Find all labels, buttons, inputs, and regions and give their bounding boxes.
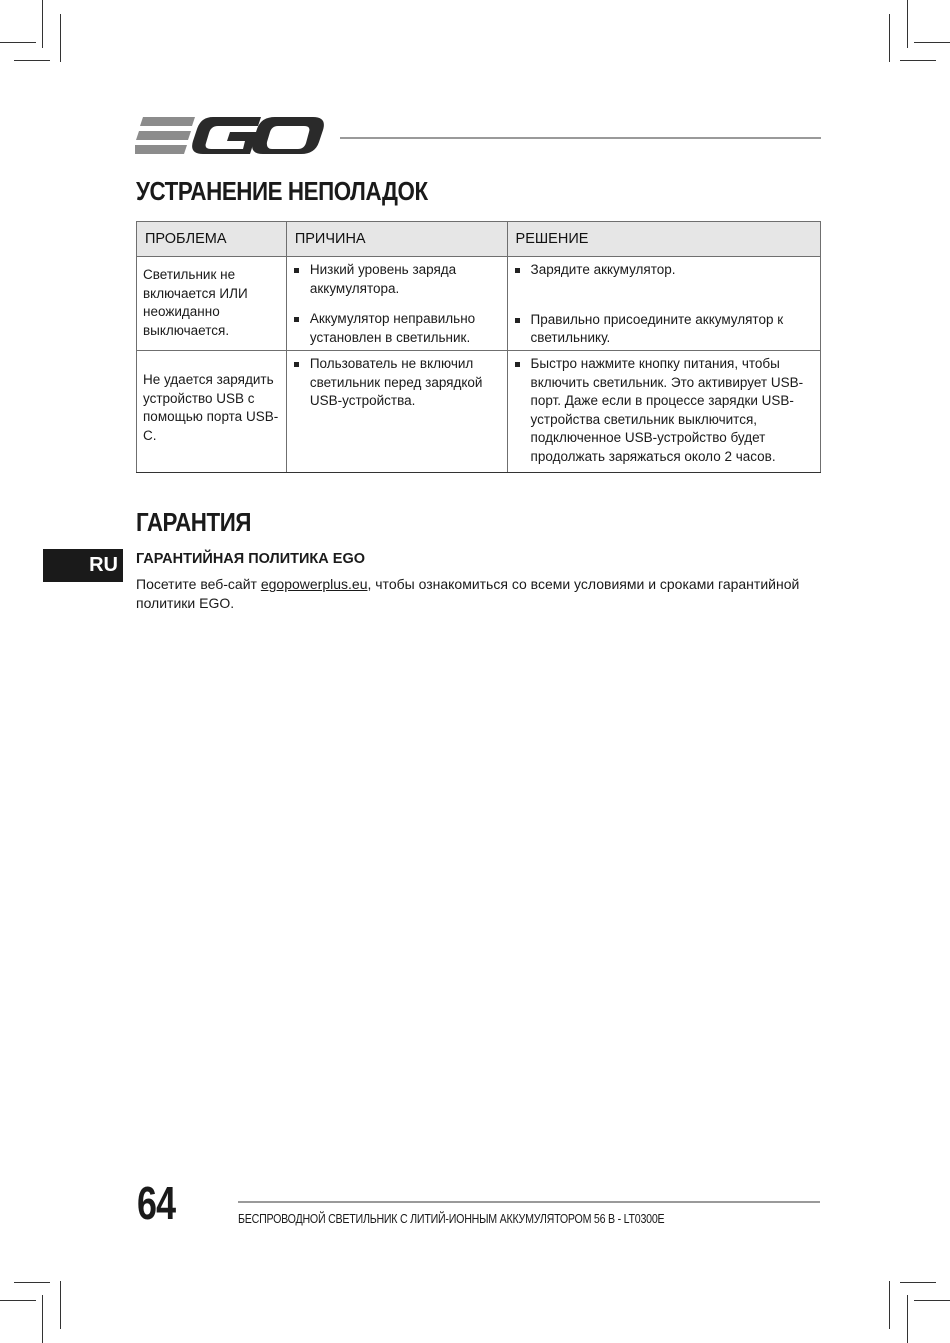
cause-item: Пользователь не включил светильник перед зарядкой USB-устройства. [293, 355, 501, 411]
bullet-square-icon [294, 362, 299, 367]
troubleshooting-table [136, 221, 821, 473]
footer-rule [238, 1201, 820, 1203]
bullet-square-icon [515, 362, 520, 367]
problem-cell [137, 351, 287, 473]
table-row [137, 351, 821, 473]
crop-mark [0, 42, 36, 43]
warranty-link[interactable]: egopowerplus.eu [260, 576, 368, 592]
problem-text: Не удается зарядить устройство USB с помощью порта USB-C. [143, 372, 279, 443]
bullet-square-icon [294, 317, 299, 322]
troubleshooting-title: УСТРАНЕНИЕ НЕПОЛАДОК [136, 176, 428, 206]
cause-item: Низкий уровень заряда аккумулятора. [293, 261, 501, 298]
language-tab: RU [43, 549, 123, 582]
crop-mark [42, 0, 43, 48]
solution-item: Зарядите аккумулятор. [514, 261, 814, 280]
bullet-square-icon [515, 318, 520, 323]
table-header-row [137, 222, 821, 257]
warranty-title: ГАРАНТИЯ [136, 507, 252, 537]
header-rule [340, 137, 821, 139]
warranty-subtitle: ГАРАНТИЙНАЯ ПОЛИТИКА EGO [136, 551, 366, 567]
footer-document-title: БЕСПРОВОДНОЙ СВЕТИЛЬНИК С ЛИТИЙ-ИОННЫМ АККУМУЛЯТОРОМ 56 В - LT0300E [238, 1211, 665, 1226]
page-number: 64 [137, 1177, 176, 1229]
solution-item: Быстро нажмите кнопку питания, чтобы включить светильник. Это активирует USB-порт. Даже если в процессе зарядки USB-устройства светильник выключится, подключенное USB-устройство будет продолжать заряжаться около 2 часов. [514, 355, 814, 466]
cause-cell [286, 257, 507, 351]
solution-cell [507, 257, 820, 351]
crop-mark [889, 1281, 890, 1329]
problem-cell [137, 257, 287, 351]
crop-mark [914, 42, 950, 43]
column-header-cause: ПРИЧИНА [286, 222, 507, 257]
crop-mark [900, 60, 936, 61]
crop-mark [60, 1281, 61, 1329]
crop-mark [14, 1282, 50, 1283]
bullet-square-icon [515, 268, 520, 273]
table-row [137, 257, 821, 351]
crop-mark [914, 1300, 950, 1301]
crop-mark [907, 1295, 908, 1343]
crop-mark [0, 1300, 36, 1301]
column-header-problem: ПРОБЛЕМА [137, 222, 287, 257]
crop-mark [900, 1282, 936, 1283]
column-header-solution: РЕШЕНИЕ [507, 222, 820, 257]
ego-logo [135, 113, 325, 161]
crop-mark [889, 14, 890, 62]
bullet-square-icon [294, 268, 299, 273]
crop-mark [907, 0, 908, 48]
cause-cell [286, 351, 507, 473]
solution-item: Правильно присоедините аккумулятор к светильнику. [514, 311, 814, 348]
solution-cell [507, 351, 820, 473]
crop-mark [60, 14, 61, 62]
warranty-paragraph: Посетите веб-сайт egopowerplus.eu, чтобы ознакомиться со всеми условиями и сроками гарантийной политики EGO. [136, 576, 800, 611]
crop-mark [14, 60, 50, 61]
cause-item: Аккумулятор неправильно установлен в светильник. [293, 310, 501, 347]
crop-mark [42, 1295, 43, 1343]
problem-text: Светильник не включается ИЛИ неожиданно выключается. [143, 267, 248, 338]
